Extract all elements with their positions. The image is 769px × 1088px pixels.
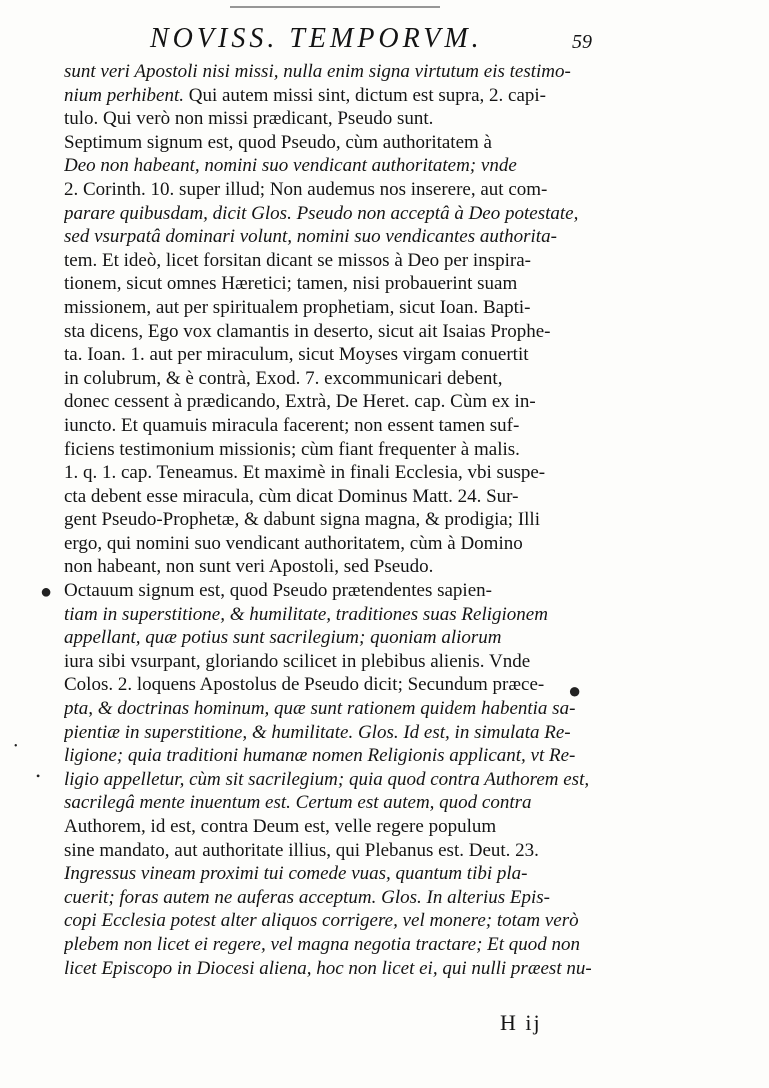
text-line: cta debent esse miracula, cùm dicat Dominus Matt. 24. Sur- [64, 485, 519, 507]
text-line [64, 84, 604, 108]
running-title: NOVISS. TEMPORVM. [150, 23, 483, 54]
text-line: sacrilegâ mente inuentum est. Certum est autem, quod contra [64, 792, 532, 814]
text-line: 1. q. 1. cap. Teneamus. Et maximè in finali Ecclesia, vbi suspe- [64, 462, 546, 484]
text-line: pientiæ in superstitione, & humilitate. Glos. Id est, in simulata Re- [64, 721, 571, 743]
roman-run: Septimum signum est, quod Pseudo, cùm authoritatem à [64, 131, 492, 153]
text-line: in colubrum, & è contrà, Exod. 7. excommunicari debent, [64, 367, 503, 389]
page-number: 59 [572, 31, 592, 53]
text-line: tem. Et ideò, licet forsitan dicant se missos à Deo per inspira- [64, 249, 531, 271]
italic-run: nium perhibent. [64, 84, 184, 106]
text-line: appellant, quæ potius sunt sacrilegium; quoniam aliorum [64, 627, 502, 649]
text-line: Authorem, id est, contra Deum est, velle regere populum [64, 816, 497, 837]
text-line: ligione; quia traditioni humanæ nomen Religionis applicant, vt Re- [64, 745, 576, 767]
text-line: plebem non licet ei regere, vel magna negotia tractare; Et quod non [64, 933, 581, 955]
text-line: tionem, sicut omnes Hæretici; tamen, nisi probauerint suam [64, 273, 518, 295]
text-line: cuerit; foras autem ne auferas acceptum. Glos. In alterius Epis- [64, 886, 551, 908]
text-line: sed vsurpatâ dominari volunt, nomini suo vendicantes authorita- [64, 226, 557, 248]
text-line: ficiens testimonium missionis; cùm fiant frequenter à malis. [64, 438, 520, 460]
text-line: Colos. 2. loquens Apostolus de Pseudo dicit; Secundum præce- [64, 674, 545, 696]
text-line: donec cessent à prædicando, Extrà, De Heret. cap. Cùm ex in- [64, 391, 536, 413]
text-line: licet Episcopo in Diocesi aliena, hoc non licet ei, qui nulli præest nu- [64, 957, 592, 979]
text-line: missionem, aut per spiritualem prophetiam, sicut Ioan. Bapti- [64, 296, 531, 318]
ink-blot-mark: ● [568, 678, 582, 703]
text-line [64, 131, 604, 155]
text-line: Octauum signum est, quod Pseudo prætendentes sapien- [64, 580, 492, 602]
speck-mark: • [36, 769, 41, 783]
body-text [64, 60, 604, 980]
text-line: sunt veri Apostoli nisi missi, nulla enim signa virtutum eis testimo- [64, 61, 571, 82]
text-line: ligio appelletur, cùm sit sacrilegium; quia quod contra Authorem est, [64, 768, 590, 790]
text-line: tulo. Qui verò non missi prædicant, Pseudo sunt. [64, 108, 434, 130]
text-line: parare quibusdam, dicit Glos. Pseudo non acceptâ à Deo potestate, [64, 202, 579, 224]
text-line: iuncto. Et quamuis miracula facerent; non essent tamen suf- [64, 414, 520, 436]
header-rule [230, 0, 440, 8]
text-line: 2. Corinth. 10. super illud; Non audemus nos inserere, aut com- [64, 178, 548, 200]
text-line: sine mandato, aut authoritate illius, qui Plebanus est. Deut. 23. [64, 839, 539, 861]
text-line: ta. Ioan. 1. aut per miraculum, sicut Moyses virgam conuertit [64, 344, 529, 366]
text-line: ergo, qui nomini suo vendicant authoritatem, cùm à Domino [64, 532, 523, 554]
text-line: Ingressus vineam proximi tui comede vuas, quantum tibi pla- [64, 863, 528, 885]
text-line: Deo non habeant, nomini suo vendicant authoritatem; vnde [64, 155, 517, 177]
text-line: iura sibi vsurpant, gloriando scilicet in plebibus alienis. Vnde [64, 650, 531, 672]
signature-mark: H ij [500, 1010, 542, 1035]
text-line: non habeant, non sunt veri Apostoli, sed Pseudo. [64, 556, 434, 578]
speck-mark: • [14, 741, 18, 752]
text-line: pta, & doctrinas hominum, quæ sunt rationem quidem habentia sa- [64, 698, 576, 720]
roman-run: Qui autem missi sint, dictum est supra, 2. capi- [183, 84, 546, 106]
text-line: gent Pseudo-Prophetæ, & dabunt signa magna, & prodigia; Illi [64, 509, 540, 531]
ink-blot-mark: ● [40, 581, 53, 603]
text-line: sta dicens, Ego vox clamantis in deserto, sicut ait Isaias Prophe- [64, 320, 551, 342]
text-line: copi Ecclesia potest alter aliquos corrigere, vel monere; totam verò [64, 910, 579, 932]
text-line: tiam in superstitione, & humilitate, traditiones suas Religionem [64, 603, 548, 625]
